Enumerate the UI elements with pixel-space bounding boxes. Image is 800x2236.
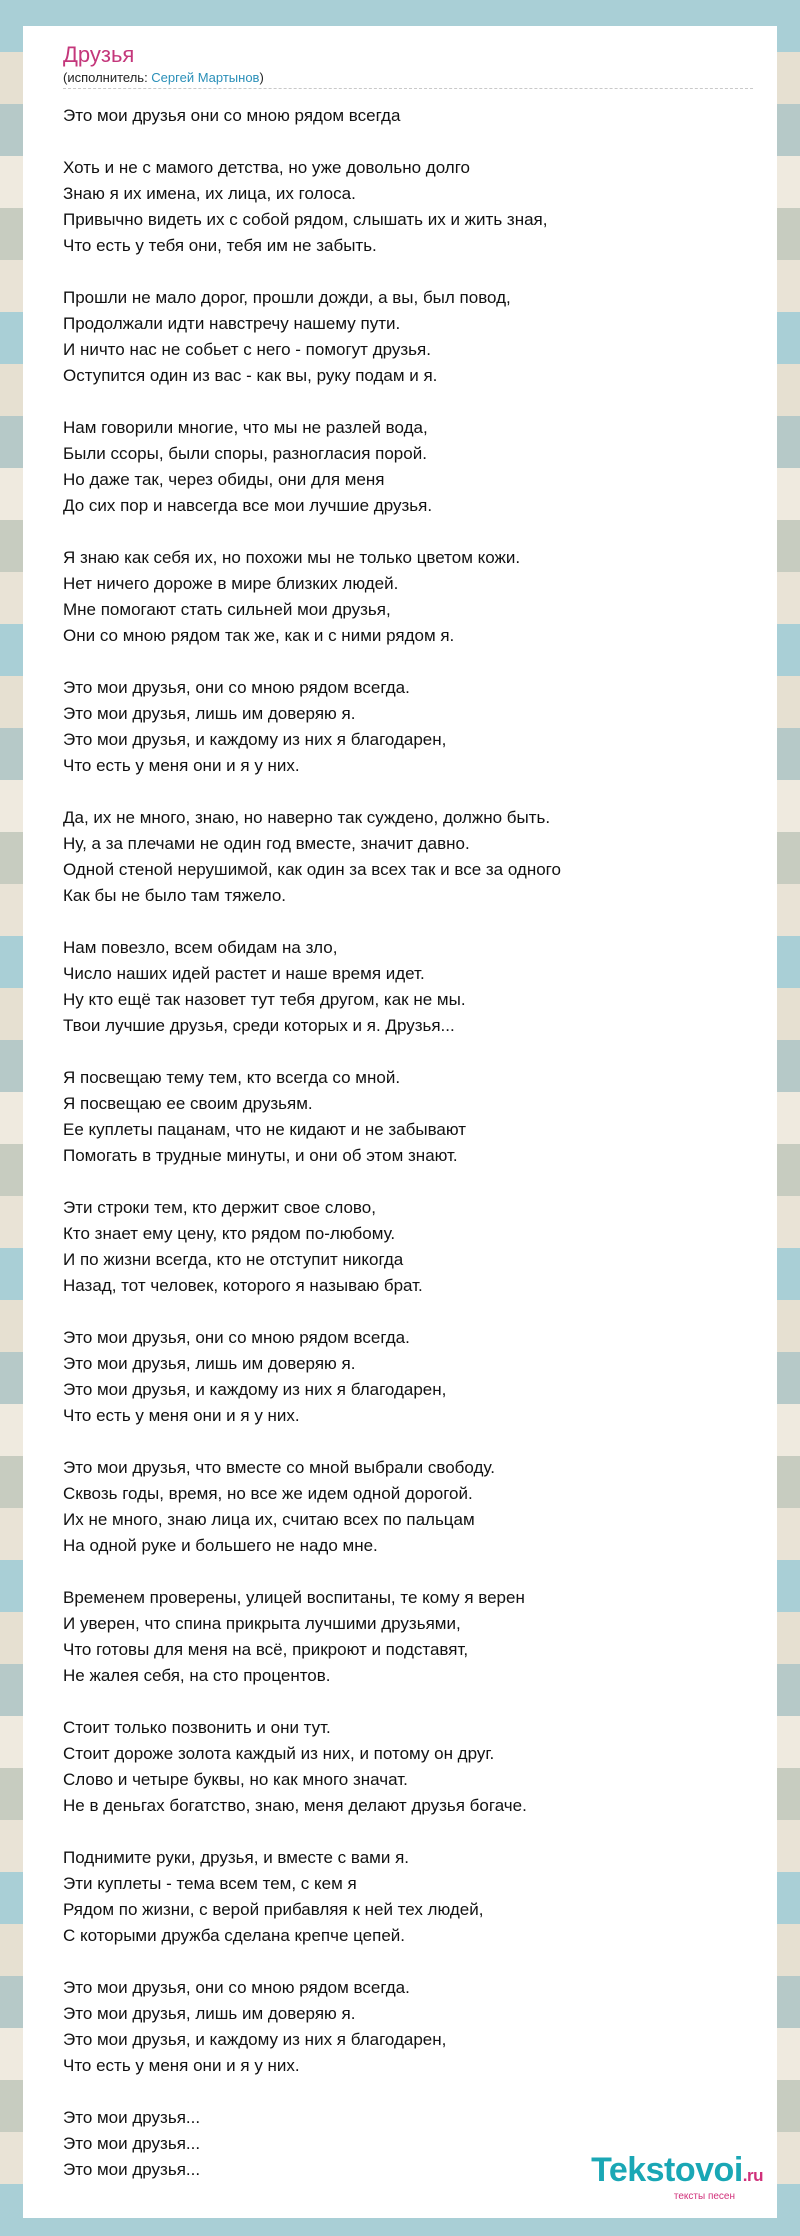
lyrics-stanza bbox=[63, 1585, 757, 1689]
lyrics-stanza bbox=[63, 545, 757, 649]
lyrics-line: Нам повезло, всем обидам на зло, bbox=[63, 938, 338, 957]
lyrics-line: Это мои друзья... bbox=[63, 2134, 201, 2153]
logo-wordmark bbox=[591, 2153, 763, 2193]
site-logo[interactable] bbox=[591, 2153, 763, 2202]
lyrics-line: Но даже так, через обиды, они для меня bbox=[63, 470, 385, 489]
lyrics-line: Назад, тот человек, которого я называю брат. bbox=[63, 1276, 423, 1295]
lyrics-line: Ну кто ещё так назовет тут тебя другом, как не мы. bbox=[63, 990, 466, 1009]
lyrics-line: Привычно видеть их с собой рядом, слышать их и жить зная, bbox=[63, 210, 548, 229]
lyrics-line: Их не много, знаю лица их, считаю всех по пальцам bbox=[63, 1510, 475, 1529]
artist-link[interactable]: Сергей Мартынов bbox=[151, 70, 260, 85]
lyrics-line: Рядом по жизни, с верой прибавляя к ней тех людей, bbox=[63, 1900, 484, 1919]
lyrics-stanza bbox=[63, 935, 757, 1039]
lyrics-line: Слово и четыре буквы, но как много значат. bbox=[63, 1770, 408, 1789]
lyrics-line: Помогать в трудные минуты, и они об этом знают. bbox=[63, 1146, 458, 1165]
artist-suffix: ) bbox=[259, 70, 264, 85]
lyrics-stanza bbox=[63, 1845, 757, 1949]
lyrics-line: Это мои друзья, что вместе со мной выбрали свободу. bbox=[63, 1458, 495, 1477]
lyrics-line: Это мои друзья, они со мною рядом всегда. bbox=[63, 1328, 410, 1347]
lyrics-body bbox=[63, 103, 757, 2183]
lyrics-line: Это мои друзья они со мною рядом всегда bbox=[63, 106, 401, 125]
lyrics-line: Мне помогают стать сильней мои друзья, bbox=[63, 600, 391, 619]
lyrics-stanza bbox=[63, 1975, 757, 2079]
lyrics-line: Как бы не было там тяжело. bbox=[63, 886, 287, 905]
song-title: Друзья bbox=[63, 42, 135, 67]
lyrics-line: Это мои друзья, лишь им доверяю я. bbox=[63, 704, 356, 723]
artist-line bbox=[63, 70, 753, 89]
lyrics-line: Я посвещаю тему тем, кто всегда со мной. bbox=[63, 1068, 401, 1087]
lyrics-line: Это мои друзья, лишь им доверяю я. bbox=[63, 2004, 356, 2023]
lyrics-line: Это мои друзья... bbox=[63, 2108, 201, 2127]
logo-tld: .ru bbox=[742, 2166, 763, 2185]
lyrics-stanza bbox=[63, 285, 757, 389]
lyrics-stanza bbox=[63, 155, 757, 259]
lyrics-line: Это мои друзья, они со мною рядом всегда. bbox=[63, 1978, 410, 1997]
lyrics-line: Это мои друзья, и каждому из них я благодарен, bbox=[63, 730, 447, 749]
lyrics-stanza bbox=[63, 1455, 757, 1559]
lyrics-line: Что есть у меня они и я у них. bbox=[63, 2056, 300, 2075]
lyrics-line: Эти строки тем, кто держит свое слово, bbox=[63, 1198, 376, 1217]
lyrics-line: Прошли не мало дорог, прошли дожди, а вы, был повод, bbox=[63, 288, 511, 307]
lyrics-line: Число наших идей растет и наше время идет. bbox=[63, 964, 425, 983]
lyrics-line: Что есть у меня они и я у них. bbox=[63, 756, 300, 775]
lyrics-stanza bbox=[63, 805, 757, 909]
lyrics-line: И по жизни всегда, кто не отступит никогда bbox=[63, 1250, 404, 1269]
lyrics-line: Были ссоры, были споры, разногласия порой. bbox=[63, 444, 427, 463]
lyrics-line: Что готовы для меня на всё, прикроют и подставят, bbox=[63, 1640, 469, 1659]
lyrics-line: Да, их не много, знаю, но наверно так суждено, должно быть. bbox=[63, 808, 551, 827]
lyrics-stanza bbox=[63, 1325, 757, 1429]
lyrics-line: Ее куплеты пацанам, что не кидают и не забывают bbox=[63, 1120, 467, 1139]
lyrics-line: Твои лучшие друзья, среди которых и я. Друзья... bbox=[63, 1016, 455, 1035]
lyrics-line: Это мои друзья, и каждому из них я благодарен, bbox=[63, 2030, 447, 2049]
lyrics-line: Оступится один из вас - как вы, руку подам и я. bbox=[63, 366, 438, 385]
lyrics-stanza bbox=[63, 1065, 757, 1169]
lyrics-line: Стоит дороже золота каждый из них, и потому он друг. bbox=[63, 1744, 495, 1763]
lyrics-stanza bbox=[63, 1195, 757, 1299]
lyrics-line: Не в деньгах богатство, знаю, меня делают друзья богаче. bbox=[63, 1796, 527, 1815]
artist-prefix: (исполнитель: bbox=[63, 70, 152, 85]
lyrics-line: Не жалея себя, на сто процентов. bbox=[63, 1666, 331, 1685]
lyrics-line: Ну, а за плечами не один год вместе, значит давно. bbox=[63, 834, 470, 853]
lyrics-line: Сквозь годы, время, но все же идем одной дорогой. bbox=[63, 1484, 473, 1503]
lyrics-line: Что есть у меня они и я у них. bbox=[63, 1406, 300, 1425]
lyrics-line: Временем проверены, улицей воспитаны, те кому я верен bbox=[63, 1588, 525, 1607]
lyrics-line: Продолжали идти навстречу нашему пути. bbox=[63, 314, 401, 333]
lyrics-line: На одной руке и большего не надо мне. bbox=[63, 1536, 378, 1555]
lyrics-line: Знаю я их имена, их лица, их голоса. bbox=[63, 184, 356, 203]
lyrics-line: Это мои друзья, лишь им доверяю я. bbox=[63, 1354, 356, 1373]
lyrics-line: И уверен, что спина прикрыта лучшими друзьями, bbox=[63, 1614, 461, 1633]
lyrics-line: Хоть и не с мамого детства, но уже довольно долго bbox=[63, 158, 470, 177]
lyrics-line: Нет ничего дороже в мире близких людей. bbox=[63, 574, 399, 593]
lyrics-line: Я посвещаю ее своим друзьям. bbox=[63, 1094, 313, 1113]
lyrics-line: Это мои друзья, они со мною рядом всегда. bbox=[63, 678, 410, 697]
lyrics-stanza bbox=[63, 415, 757, 519]
lyrics-stanza bbox=[63, 675, 757, 779]
lyrics-stanza bbox=[63, 103, 757, 129]
lyrics-line: Одной стеной нерушимой, как один за всех так и все за одного bbox=[63, 860, 561, 879]
lyrics-line: Это мои друзья, и каждому из них я благодарен, bbox=[63, 1380, 447, 1399]
lyrics-line: С которыми дружба сделана крепче цепей. bbox=[63, 1926, 406, 1945]
logo-name: Tekstovoi bbox=[591, 2151, 743, 2189]
lyrics-line: Это мои друзья... bbox=[63, 2160, 201, 2179]
lyrics-line: Я знаю как себя их, но похожи мы не только цветом кожи. bbox=[63, 548, 521, 567]
lyrics-card bbox=[23, 26, 777, 2218]
lyrics-line: Нам говорили многие, что мы не разлей вода, bbox=[63, 418, 428, 437]
lyrics-line: И ничто нас не собьет с него - помогут друзья. bbox=[63, 340, 431, 359]
lyrics-line: Они со мною рядом так же, как и с ними рядом я. bbox=[63, 626, 455, 645]
lyrics-line: До сих пор и навсегда все мои лучшие друзья. bbox=[63, 496, 433, 515]
lyrics-line: Кто знает ему цену, кто рядом по-любому. bbox=[63, 1224, 396, 1243]
lyrics-line: Стоит только позвонить и они тут. bbox=[63, 1718, 331, 1737]
lyrics-line: Эти куплеты - тема всем тем, с кем я bbox=[63, 1874, 357, 1893]
lyrics-line: Поднимите руки, друзья, и вместе с вами я. bbox=[63, 1848, 410, 1867]
lyrics-line: Что есть у тебя они, тебя им не забыть. bbox=[63, 236, 377, 255]
lyrics-stanza bbox=[63, 1715, 757, 1819]
logo-tagline: тексты песен bbox=[673, 2191, 735, 2202]
